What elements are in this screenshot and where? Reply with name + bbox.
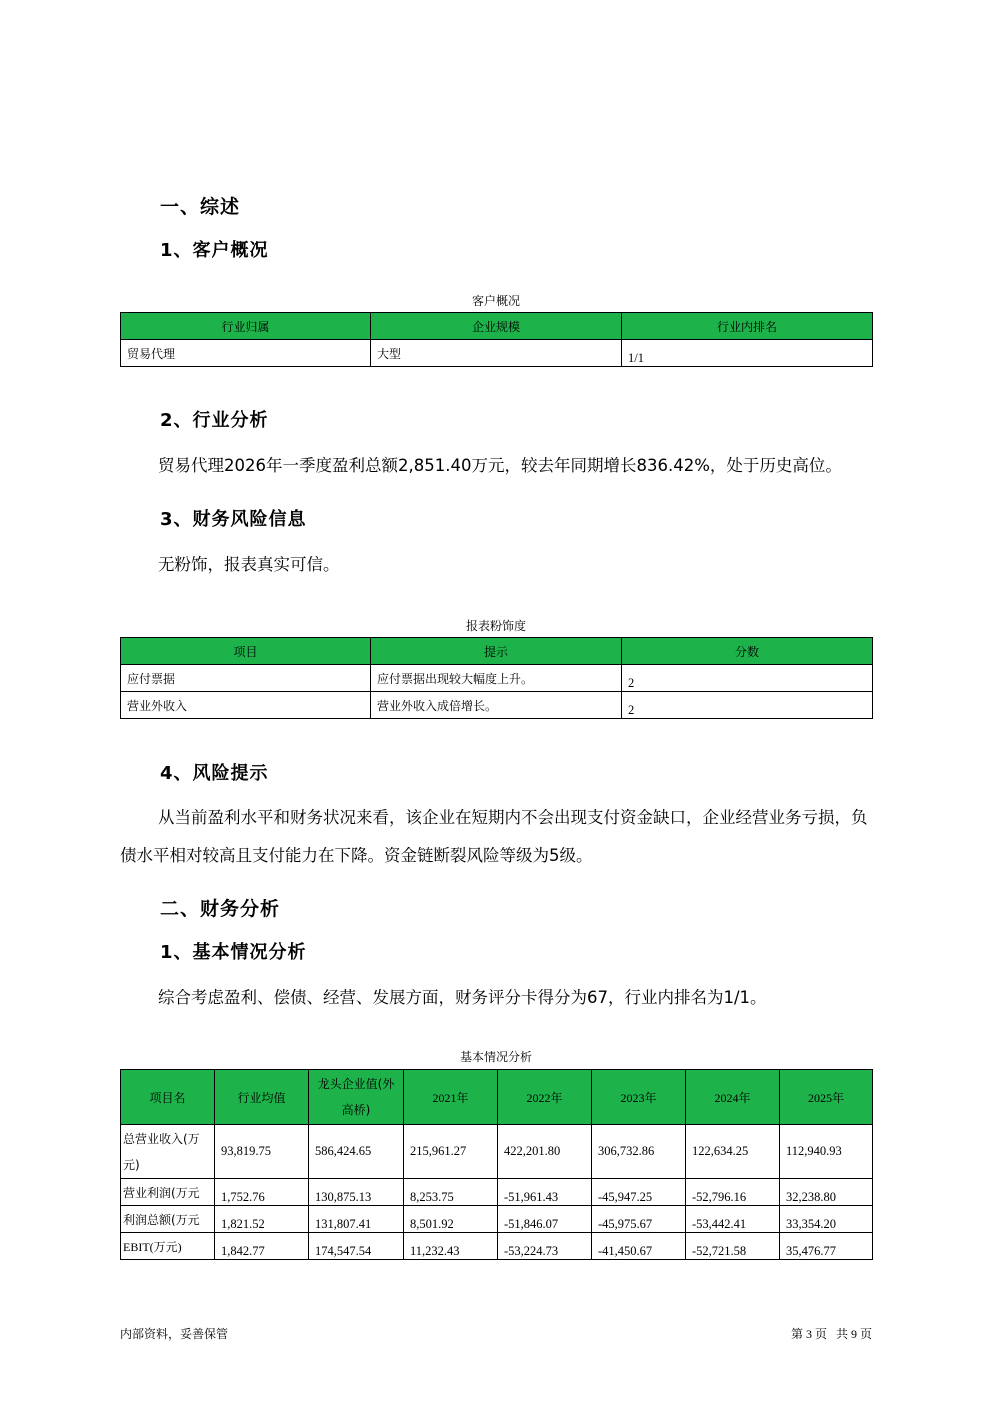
- cell-value: 93,819.75: [215, 1125, 309, 1179]
- header-scale: 企业规模: [371, 313, 622, 340]
- cell-value: 8,253.75: [404, 1179, 498, 1206]
- cell-value: 1,842.77: [215, 1233, 309, 1260]
- cell-value: 11,232.43: [404, 1233, 498, 1260]
- footer-page-number: 第 3 页 共 9 页: [790, 1327, 872, 1341]
- cell-value: -52,796.16: [686, 1179, 780, 1206]
- cell-score: 2: [622, 692, 873, 719]
- customer-overview-heading: 1、客户概况: [160, 240, 269, 261]
- cell-score: 2: [622, 665, 873, 692]
- header-rank: 行业内排名: [622, 313, 873, 340]
- section-1-heading: 一、综述: [160, 196, 241, 218]
- cell-item: 应付票据: [121, 665, 371, 692]
- header-industry: 行业归属: [121, 313, 371, 340]
- cell-value: 130,875.13: [309, 1179, 404, 1206]
- header-leader-value: 龙头企业值(外高桥): [309, 1070, 404, 1125]
- cell-value: 112,940.93: [780, 1125, 873, 1179]
- header-2023: 2023年: [592, 1070, 686, 1125]
- cell-value: -41,450.67: [592, 1233, 686, 1260]
- footer-confidential-note: 内部资料，妥善保管: [120, 1327, 229, 1341]
- industry-analysis-heading: 2、行业分析: [160, 410, 269, 431]
- customer-overview-table: [120, 312, 873, 367]
- header-score: 分数: [622, 638, 873, 665]
- cell-value: -51,846.07: [498, 1206, 592, 1233]
- cell-value: 131,807.41: [309, 1206, 404, 1233]
- risk-alert-text: 从当前盈利水平和财务状况来看，该企业在短期内不会出现支付资金缺口，企业经营业务亏损，负债水平相对较高且支付能力在下降。资金链断裂风险等级为5级。: [120, 808, 868, 865]
- header-hint: 提示: [371, 638, 622, 665]
- financial-risk-text: 无粉饰，报表真实可信。: [158, 555, 340, 574]
- table-row: [121, 665, 873, 692]
- cell-scale: 大型: [371, 340, 622, 367]
- cell-item-name: 利润总额(万元: [121, 1206, 215, 1233]
- cell-value: 8,501.92: [404, 1206, 498, 1233]
- cell-value: -53,224.73: [498, 1233, 592, 1260]
- section-2-heading: 二、财务分析: [160, 898, 281, 920]
- cell-value: -51,961.43: [498, 1179, 592, 1206]
- cell-value: -45,975.67: [592, 1206, 686, 1233]
- cell-value: 422,201.80: [498, 1125, 592, 1179]
- header-2024: 2024年: [686, 1070, 780, 1125]
- cell-value: 215,961.27: [404, 1125, 498, 1179]
- cell-value: -45,947.25: [592, 1179, 686, 1206]
- table-row: [121, 1206, 873, 1233]
- cell-value: 1,752.76: [215, 1179, 309, 1206]
- header-industry-mean: 行业均值: [215, 1070, 309, 1125]
- header-2022: 2022年: [498, 1070, 592, 1125]
- cell-value: 122,634.25: [686, 1125, 780, 1179]
- table-row: [121, 692, 873, 719]
- header-item: 项目: [121, 638, 371, 665]
- cell-value: 586,424.65: [309, 1125, 404, 1179]
- basic-analysis-heading: 1、基本情况分析: [160, 942, 307, 963]
- industry-analysis-text: 贸易代理2026年一季度盈利总额2,851.40万元，较去年同期增长836.42%，处于历史高位。: [158, 456, 842, 475]
- cell-item-name: EBIT(万元): [121, 1233, 215, 1260]
- header-item-name: 项目名: [121, 1070, 215, 1125]
- cell-value: 33,354.20: [780, 1206, 873, 1233]
- basic-analysis-table: [120, 1069, 873, 1260]
- risk-alert-heading: 4、风险提示: [160, 763, 269, 784]
- cell-hint: 营业外收入成倍增长。: [371, 692, 622, 719]
- basic-analysis-caption: 基本情况分析: [459, 1050, 532, 1064]
- financial-risk-heading: 3、财务风险信息: [160, 509, 307, 530]
- cell-item-name: 营业利润(万元: [121, 1179, 215, 1206]
- cell-value: 306,732.86: [592, 1125, 686, 1179]
- cell-value: -53,442.41: [686, 1206, 780, 1233]
- cell-value: 32,238.80: [780, 1179, 873, 1206]
- cell-value: -52,721.58: [686, 1233, 780, 1260]
- cell-item-name: 总营业收入(万元): [121, 1125, 215, 1179]
- header-2021: 2021年: [404, 1070, 498, 1125]
- cell-item: 营业外收入: [121, 692, 371, 719]
- window-dressing-table: [120, 637, 873, 719]
- table-row: [121, 1179, 873, 1206]
- window-dressing-caption: 报表粉饰度: [465, 619, 526, 633]
- basic-analysis-text: 综合考虑盈利、偿债、经营、发展方面，财务评分卡得分为67，行业内排名为1/1。: [158, 988, 767, 1007]
- cell-value: 1,821.52: [215, 1206, 309, 1233]
- customer-overview-caption: 客户概况: [471, 294, 520, 308]
- cell-hint: 应付票据出现较大幅度上升。: [371, 665, 622, 692]
- cell-rank: 1/1: [622, 340, 873, 367]
- cell-value: 35,476.77: [780, 1233, 873, 1260]
- table-row: [121, 1125, 873, 1179]
- table-row: [121, 1233, 873, 1260]
- cell-industry: 贸易代理: [121, 340, 371, 367]
- header-2025: 2025年: [780, 1070, 873, 1125]
- cell-value: 174,547.54: [309, 1233, 404, 1260]
- table-row: [121, 340, 873, 367]
